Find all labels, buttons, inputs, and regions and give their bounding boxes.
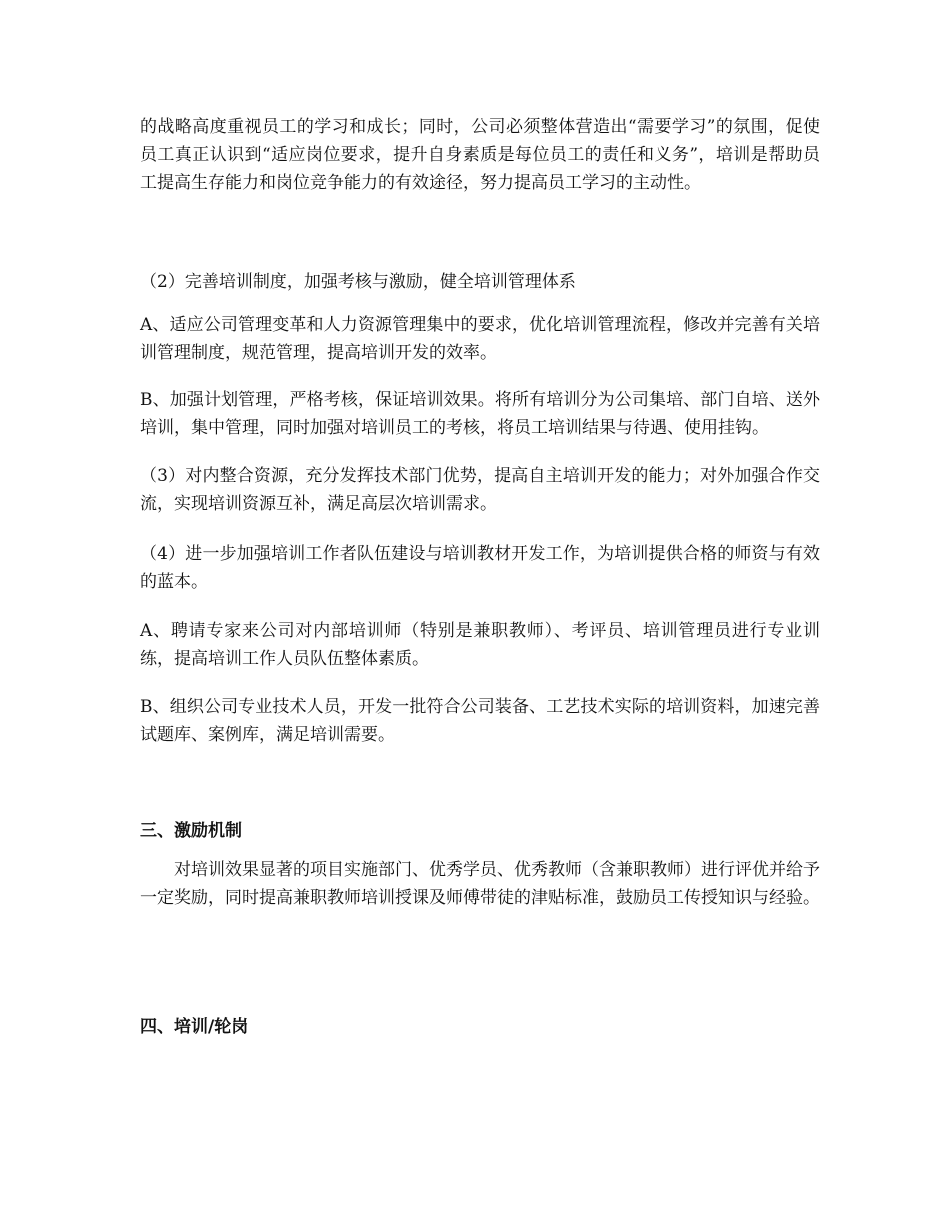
section-heading-incentive: 三、激励机制 [140,821,242,841]
paragraph-item-4a: A、聘请专家来公司对内部培训师（特别是兼职教师）、考评员、培训管理员进行专业训练，提高培训工作人员队伍整体素质。 [140,621,820,669]
paragraph-item-2: （2）完善培训制度，加强考核与激励，健全培训管理体系 [140,272,576,292]
paragraph-item-4b: B、组织公司专业技术人员，开发一批符合公司装备、工艺技术实际的培训资料，加速完善试题库、案例库，满足培训需要。 [140,697,820,745]
paragraph-item-2a: A、适应公司管理变革和人力资源管理集中的要求，优化培训管理流程，修改并完善有关培训管理制度，规范管理，提高培训开发的效率。 [140,315,820,363]
paragraph-item-2b: B、加强计划管理，严格考核，保证培训效果。将所有培训分为公司集培、部门自培、送外培训，集中管理，同时加强对培训员工的考核，将员工培训结果与待遇、使用挂钩。 [140,390,820,438]
section-heading-training-rotation: 四、培训/轮岗 [140,1017,249,1037]
paragraph-learning-atmosphere: 的战略高度重视员工的学习和成长；同时，公司必须整体营造出“需要学习”的氛围，促使员工真正认识到“适应岗位要求，提升自身素质是每位员工的责任和义务”，培训是帮助员工提高生存能力和岗位竞争能力的有效途径，努力提高员工学习的主动性。 [140,117,820,193]
paragraph-item-4: （4）进一步加强培训工作者队伍建设与培训教材开发工作，为培训提供合格的师资与有效的蓝本。 [140,544,820,592]
paragraph-incentive-body: 对培训效果显著的项目实施部门、优秀学员、优秀教师（含兼职教师）进行评优并给予一定奖励，同时提高兼职教师培训授课及师傅带徒的津贴标准，鼓励员工传授知识与经验。 [140,860,820,908]
paragraph-item-3: （3）对内整合资源，充分发挥技术部门优势，提高自主培训开发的能力；对外加强合作交流，实现培训资源互补，满足高层次培训需求。 [140,466,820,514]
